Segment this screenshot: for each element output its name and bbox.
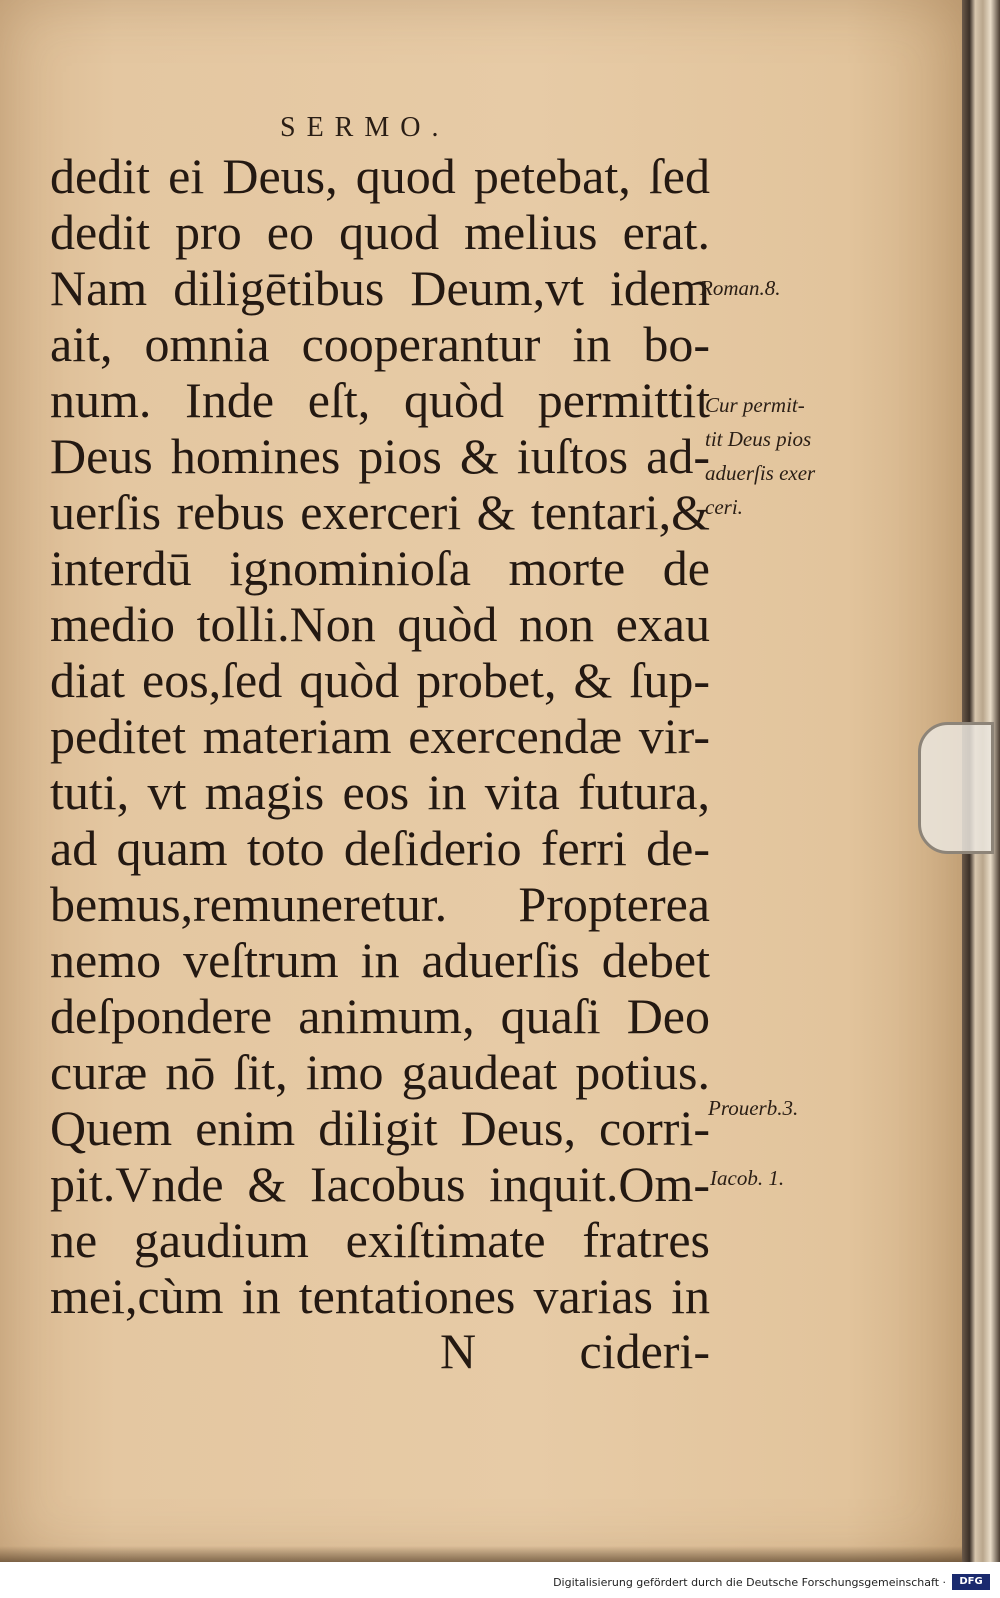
text-line: curæ nō ſit, imo gaudeat potius. — [50, 1044, 710, 1100]
dfg-logo: DFG — [952, 1574, 990, 1590]
margin-note-iacob: Iacob. 1. — [710, 1166, 785, 1190]
margin-note-prouerb: Prouerb.3. — [708, 1096, 799, 1120]
text-line: uerſis rebus exerceri & tentari,& — [50, 484, 710, 540]
catchword: cideri- — [579, 1323, 710, 1379]
text-line: nemo veſtrum in aduerſis debet — [50, 932, 710, 988]
text-line: diat eos,ſed quòd probet, & ſup- — [50, 652, 710, 708]
text-line: ne gaudium exiſtimate fratres — [50, 1212, 710, 1268]
text-line: Nam diligētibus Deum,vt idem — [50, 260, 710, 316]
margin-note-cur — [705, 388, 815, 524]
text-line: medio tolli.Non quòd non exau — [50, 596, 710, 652]
funding-credit: Digitalisierung gefördert durch die Deutsche Forschungsgemeinschaft · — [553, 1576, 946, 1589]
text-line: Deus homines pios & iuſtos ad- — [50, 428, 710, 484]
page-clip — [918, 722, 994, 854]
text-line: peditet materiam exercendæ vir- — [50, 708, 710, 764]
text-line: num. Inde eſt, quòd permittit — [50, 372, 710, 428]
margin-note-line: Cur permit- — [705, 393, 805, 417]
text-line: dedit ei Deus, quod petebat, ſed — [50, 148, 710, 204]
text-line: Quem enim diligit Deus, corri- — [50, 1100, 710, 1156]
text-line: interdū ignominioſa morte de — [50, 540, 710, 596]
text-line: ait, omnia cooperantur in bo- — [50, 316, 710, 372]
page-bottom-shadow — [0, 1546, 962, 1562]
text-line: dedit pro eo quod melius erat. — [50, 204, 710, 260]
margin-note-line: tit Deus pios — [705, 427, 812, 451]
text-line: ad quam toto deſiderio ferri de- — [50, 820, 710, 876]
footer-bar — [0, 1562, 1000, 1598]
text-line: bemus,remuneretur. Propterea — [50, 876, 710, 932]
running-head: SERMO. — [280, 112, 450, 143]
margin-note-line: aduerſis exer — [705, 461, 816, 485]
body-text — [50, 148, 710, 1324]
margin-note-roman: Roman.8. — [700, 276, 781, 300]
text-line: tuti, vt magis eos in vita futura, — [50, 764, 710, 820]
text-line: mei,cùm in tentationes varias in — [50, 1268, 710, 1324]
text-line: deſpondere animum, quaſi Deo — [50, 988, 710, 1044]
text-line: pit.Vnde & Iacobus inquit.Om- — [50, 1156, 710, 1212]
signature-mark: N — [440, 1323, 477, 1379]
margin-note-line: ceri. — [705, 495, 743, 519]
catchline — [440, 1322, 710, 1380]
